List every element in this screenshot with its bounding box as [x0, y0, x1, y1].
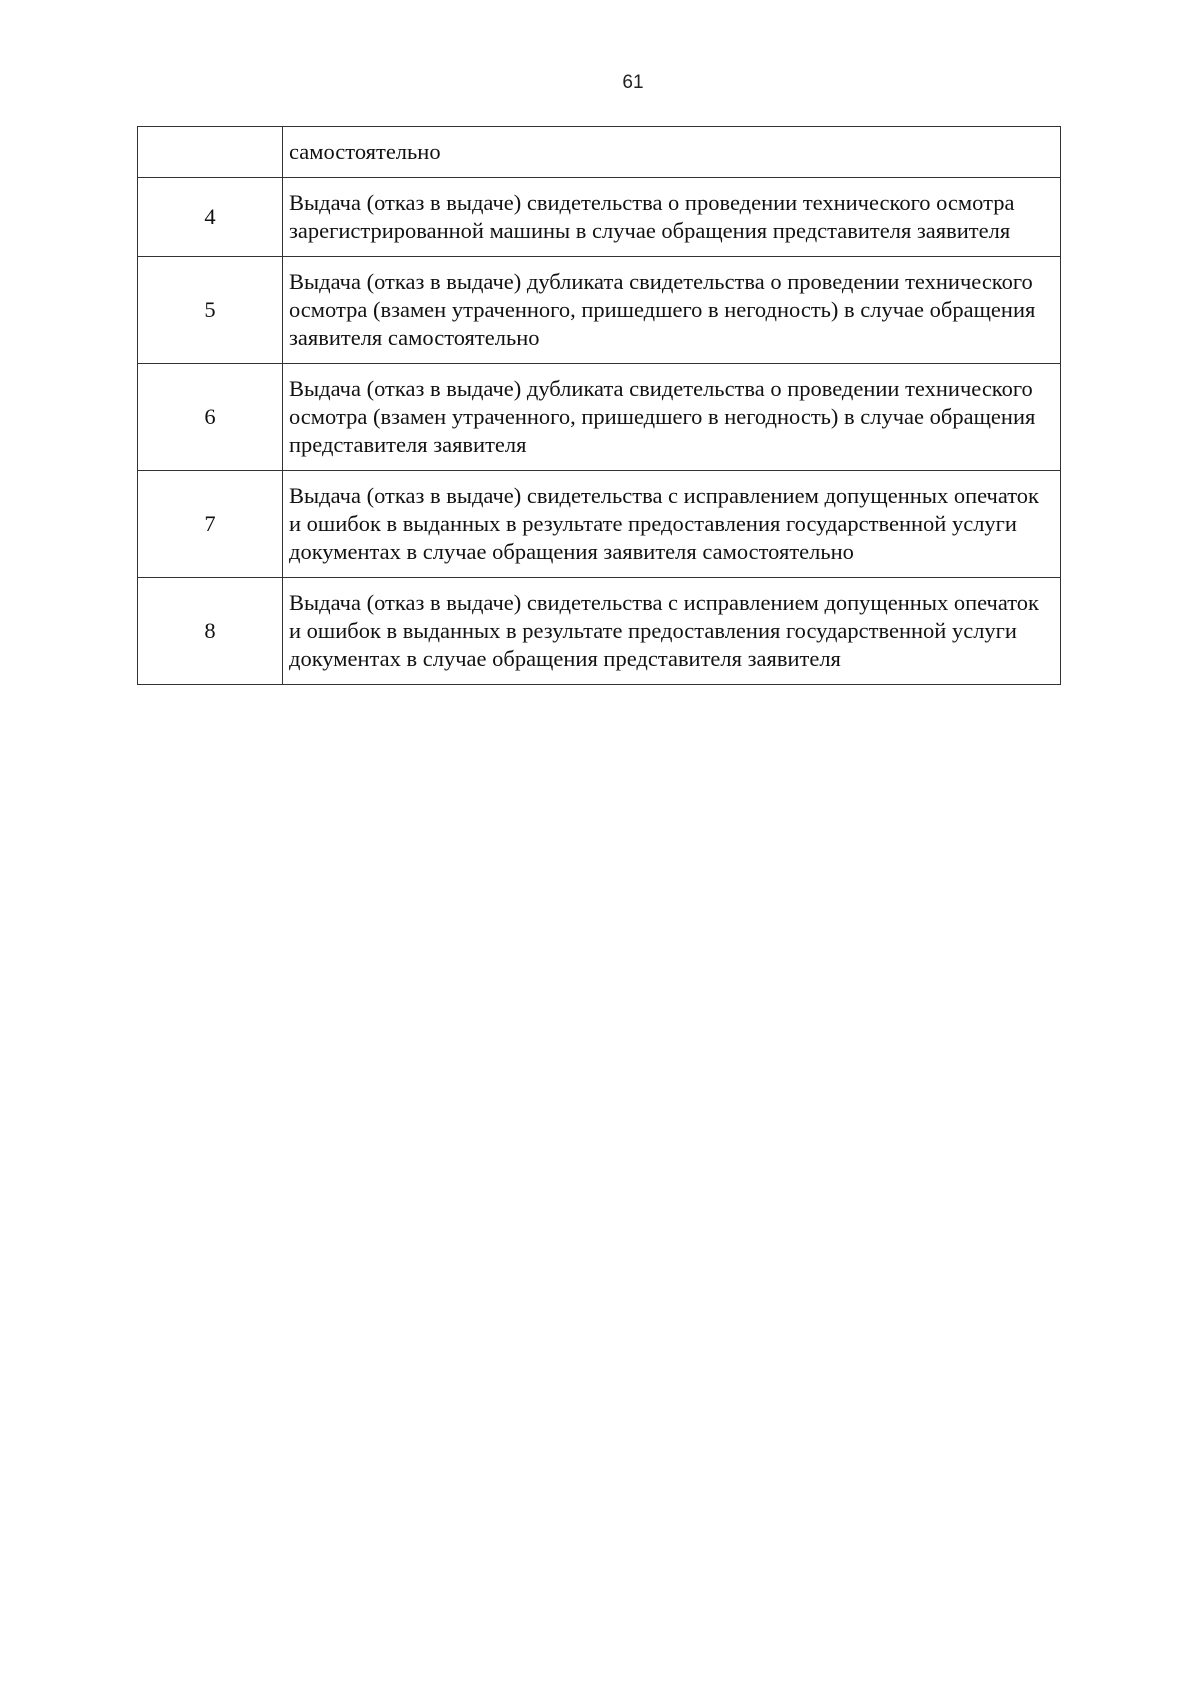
table-row [138, 578, 1061, 685]
row-number-cell: 5 [138, 257, 283, 364]
row-text-cell: Выдача (отказ в выдаче) дубликата свидетельства о проведении технического осмотра (взамен утраченного, пришедшего в негодность) в случае обращения представителя заявителя [283, 364, 1061, 471]
row-text-cell: Выдача (отказ в выдаче) дубликата свидетельства о проведении технического осмотра (взамен утраченного, пришедшего в негодность) в случае обращения заявителя самостоятельно [283, 257, 1061, 364]
table-row [138, 364, 1061, 471]
table-row [138, 178, 1061, 257]
row-number-cell: 4 [138, 178, 283, 257]
row-text-cell: Выдача (отказ в выдаче) свидетельства о проведении технического осмотра зарегистрированной машины в случае обращения представителя заявителя [283, 178, 1061, 257]
table-row [138, 471, 1061, 578]
page-number: 61 [622, 72, 644, 93]
table-row [138, 127, 1061, 178]
row-number-cell: 7 [138, 471, 283, 578]
table-row [138, 257, 1061, 364]
row-text-cell: Выдача (отказ в выдаче) свидетельства с исправлением допущенных опечаток и ошибок в выданных в результате предоставления государственной услуги документах в случае обращения заявителя самостоятельно [283, 471, 1061, 578]
row-text-cell: самостоятельно [283, 127, 1061, 178]
services-table [137, 126, 1061, 685]
row-number-cell [138, 127, 283, 178]
row-text-cell: Выдача (отказ в выдаче) свидетельства с исправлением допущенных опечаток и ошибок в выданных в результате предоставления государственной услуги документах в случае обращения представителя заявителя [283, 578, 1061, 685]
row-number-cell: 6 [138, 364, 283, 471]
row-number-cell: 8 [138, 578, 283, 685]
